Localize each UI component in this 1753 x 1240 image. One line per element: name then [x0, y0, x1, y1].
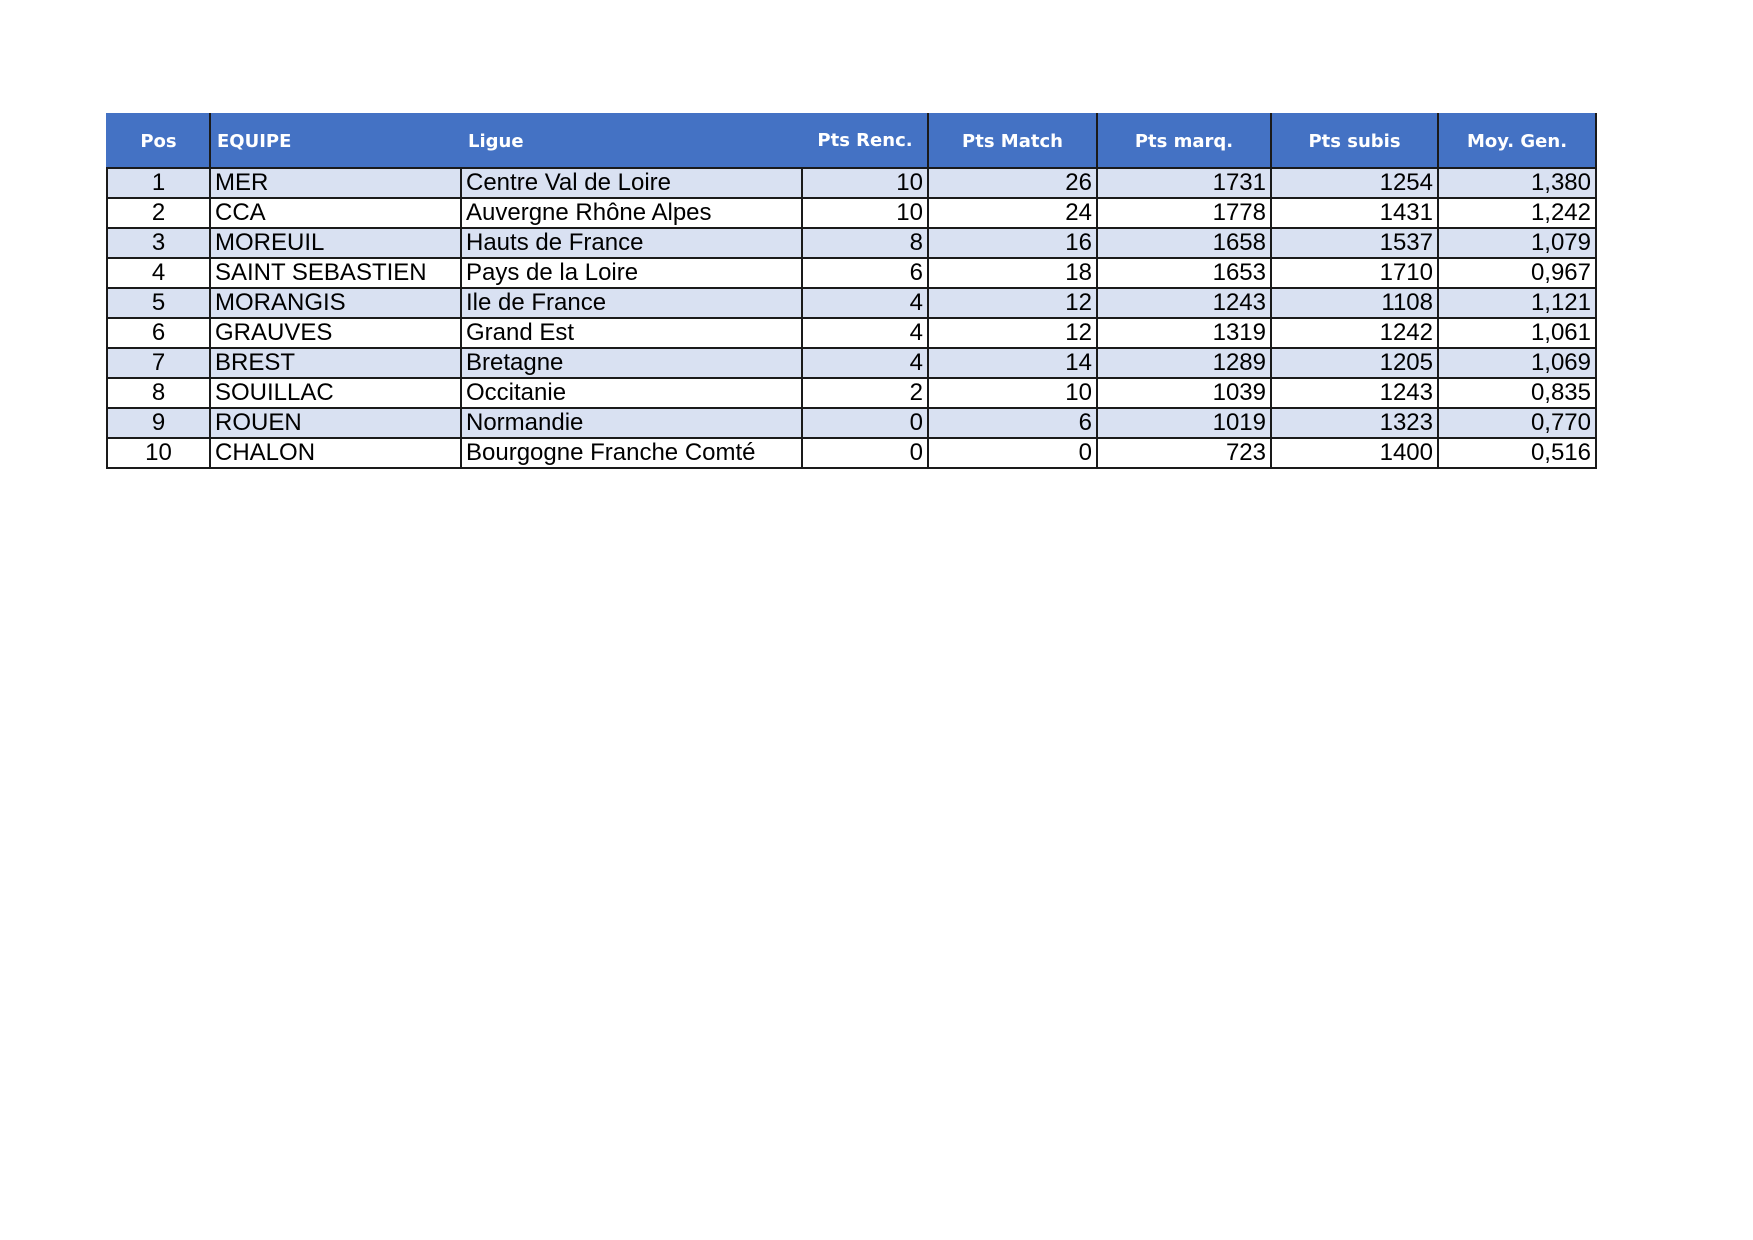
cell-moy-gen: 1,079	[1438, 228, 1596, 258]
cell-pts-subis: 1205	[1271, 348, 1438, 378]
standings-table	[106, 113, 1597, 469]
table-row	[107, 228, 1596, 258]
cell-pts-marq: 1319	[1097, 318, 1271, 348]
cell-equipe: CHALON	[210, 438, 461, 468]
cell-pts-subis: 1242	[1271, 318, 1438, 348]
cell-pts-match: 0	[928, 438, 1097, 468]
cell-pts-match: 24	[928, 198, 1097, 228]
cell-ligue: Bretagne	[461, 348, 802, 378]
cell-ligue: Hauts de France	[461, 228, 802, 258]
cell-pts-subis: 1243	[1271, 378, 1438, 408]
cell-pts-renc: 4	[802, 348, 928, 378]
cell-pts-marq: 1731	[1097, 168, 1271, 198]
cell-pts-renc: 4	[802, 288, 928, 318]
table-row	[107, 378, 1596, 408]
cell-pos: 2	[107, 198, 210, 228]
cell-pts-subis: 1323	[1271, 408, 1438, 438]
cell-pts-marq: 723	[1097, 438, 1271, 468]
table-row	[107, 438, 1596, 468]
cell-pts-renc: 0	[802, 408, 928, 438]
header-moy-gen: Moy. Gen.	[1438, 114, 1596, 168]
cell-pts-match: 12	[928, 288, 1097, 318]
cell-moy-gen: 0,770	[1438, 408, 1596, 438]
cell-pts-subis: 1710	[1271, 258, 1438, 288]
cell-ligue: Pays de la Loire	[461, 258, 802, 288]
cell-moy-gen: 1,242	[1438, 198, 1596, 228]
cell-equipe: ROUEN	[210, 408, 461, 438]
header-pts-marq: Pts marq.	[1097, 114, 1271, 168]
table-row	[107, 168, 1596, 198]
cell-pos: 8	[107, 378, 210, 408]
cell-moy-gen: 0,516	[1438, 438, 1596, 468]
cell-pts-subis: 1400	[1271, 438, 1438, 468]
cell-ligue: Bourgogne Franche Comté	[461, 438, 802, 468]
cell-ligue: Grand Est	[461, 318, 802, 348]
cell-equipe: BREST	[210, 348, 461, 378]
standings-body	[107, 168, 1596, 468]
cell-pts-marq: 1653	[1097, 258, 1271, 288]
cell-moy-gen: 1,069	[1438, 348, 1596, 378]
cell-pts-subis: 1108	[1271, 288, 1438, 318]
cell-equipe: MOREUIL	[210, 228, 461, 258]
cell-equipe: SOUILLAC	[210, 378, 461, 408]
cell-pts-marq: 1658	[1097, 228, 1271, 258]
cell-ligue: Ile de France	[461, 288, 802, 318]
cell-pts-renc: 2	[802, 378, 928, 408]
cell-pts-marq: 1039	[1097, 378, 1271, 408]
cell-equipe: MER	[210, 168, 461, 198]
cell-pts-renc: 10	[802, 198, 928, 228]
cell-pts-marq: 1778	[1097, 198, 1271, 228]
header-ligue: Ligue	[461, 114, 802, 168]
cell-moy-gen: 1,380	[1438, 168, 1596, 198]
header-pts-match: Pts Match	[928, 114, 1097, 168]
cell-pts-match: 18	[928, 258, 1097, 288]
cell-pts-subis: 1537	[1271, 228, 1438, 258]
cell-pos: 6	[107, 318, 210, 348]
cell-pos: 4	[107, 258, 210, 288]
cell-pts-match: 16	[928, 228, 1097, 258]
cell-pts-marq: 1243	[1097, 288, 1271, 318]
table-row	[107, 258, 1596, 288]
cell-pos: 7	[107, 348, 210, 378]
cell-moy-gen: 1,121	[1438, 288, 1596, 318]
cell-pts-match: 14	[928, 348, 1097, 378]
cell-pts-renc: 8	[802, 228, 928, 258]
table-row	[107, 318, 1596, 348]
cell-pts-renc: 0	[802, 438, 928, 468]
cell-pts-subis: 1254	[1271, 168, 1438, 198]
cell-moy-gen: 1,061	[1438, 318, 1596, 348]
table-row	[107, 288, 1596, 318]
cell-pos: 9	[107, 408, 210, 438]
cell-pts-marq: 1289	[1097, 348, 1271, 378]
cell-pos: 10	[107, 438, 210, 468]
cell-pos: 3	[107, 228, 210, 258]
cell-pts-match: 26	[928, 168, 1097, 198]
cell-pts-match: 12	[928, 318, 1097, 348]
cell-ligue: Centre Val de Loire	[461, 168, 802, 198]
cell-pts-renc: 10	[802, 168, 928, 198]
cell-ligue: Occitanie	[461, 378, 802, 408]
header-row	[107, 114, 1596, 168]
cell-moy-gen: 0,967	[1438, 258, 1596, 288]
cell-pos: 5	[107, 288, 210, 318]
cell-equipe: GRAUVES	[210, 318, 461, 348]
cell-ligue: Auvergne Rhône Alpes	[461, 198, 802, 228]
cell-pts-renc: 6	[802, 258, 928, 288]
header-equipe: EQUIPE	[210, 114, 461, 168]
table-row	[107, 348, 1596, 378]
cell-equipe: CCA	[210, 198, 461, 228]
cell-moy-gen: 0,835	[1438, 378, 1596, 408]
header-pts-subis: Pts subis	[1271, 114, 1438, 168]
cell-pts-renc: 4	[802, 318, 928, 348]
cell-pts-marq: 1019	[1097, 408, 1271, 438]
table-row	[107, 408, 1596, 438]
table-row	[107, 198, 1596, 228]
cell-pts-match: 10	[928, 378, 1097, 408]
cell-pos: 1	[107, 168, 210, 198]
cell-equipe: SAINT SEBASTIEN	[210, 258, 461, 288]
cell-ligue: Normandie	[461, 408, 802, 438]
cell-pts-match: 6	[928, 408, 1097, 438]
header-pos: Pos	[107, 114, 210, 168]
header-pts-renc: Pts Renc.	[802, 114, 928, 168]
cell-equipe: MORANGIS	[210, 288, 461, 318]
cell-pts-subis: 1431	[1271, 198, 1438, 228]
